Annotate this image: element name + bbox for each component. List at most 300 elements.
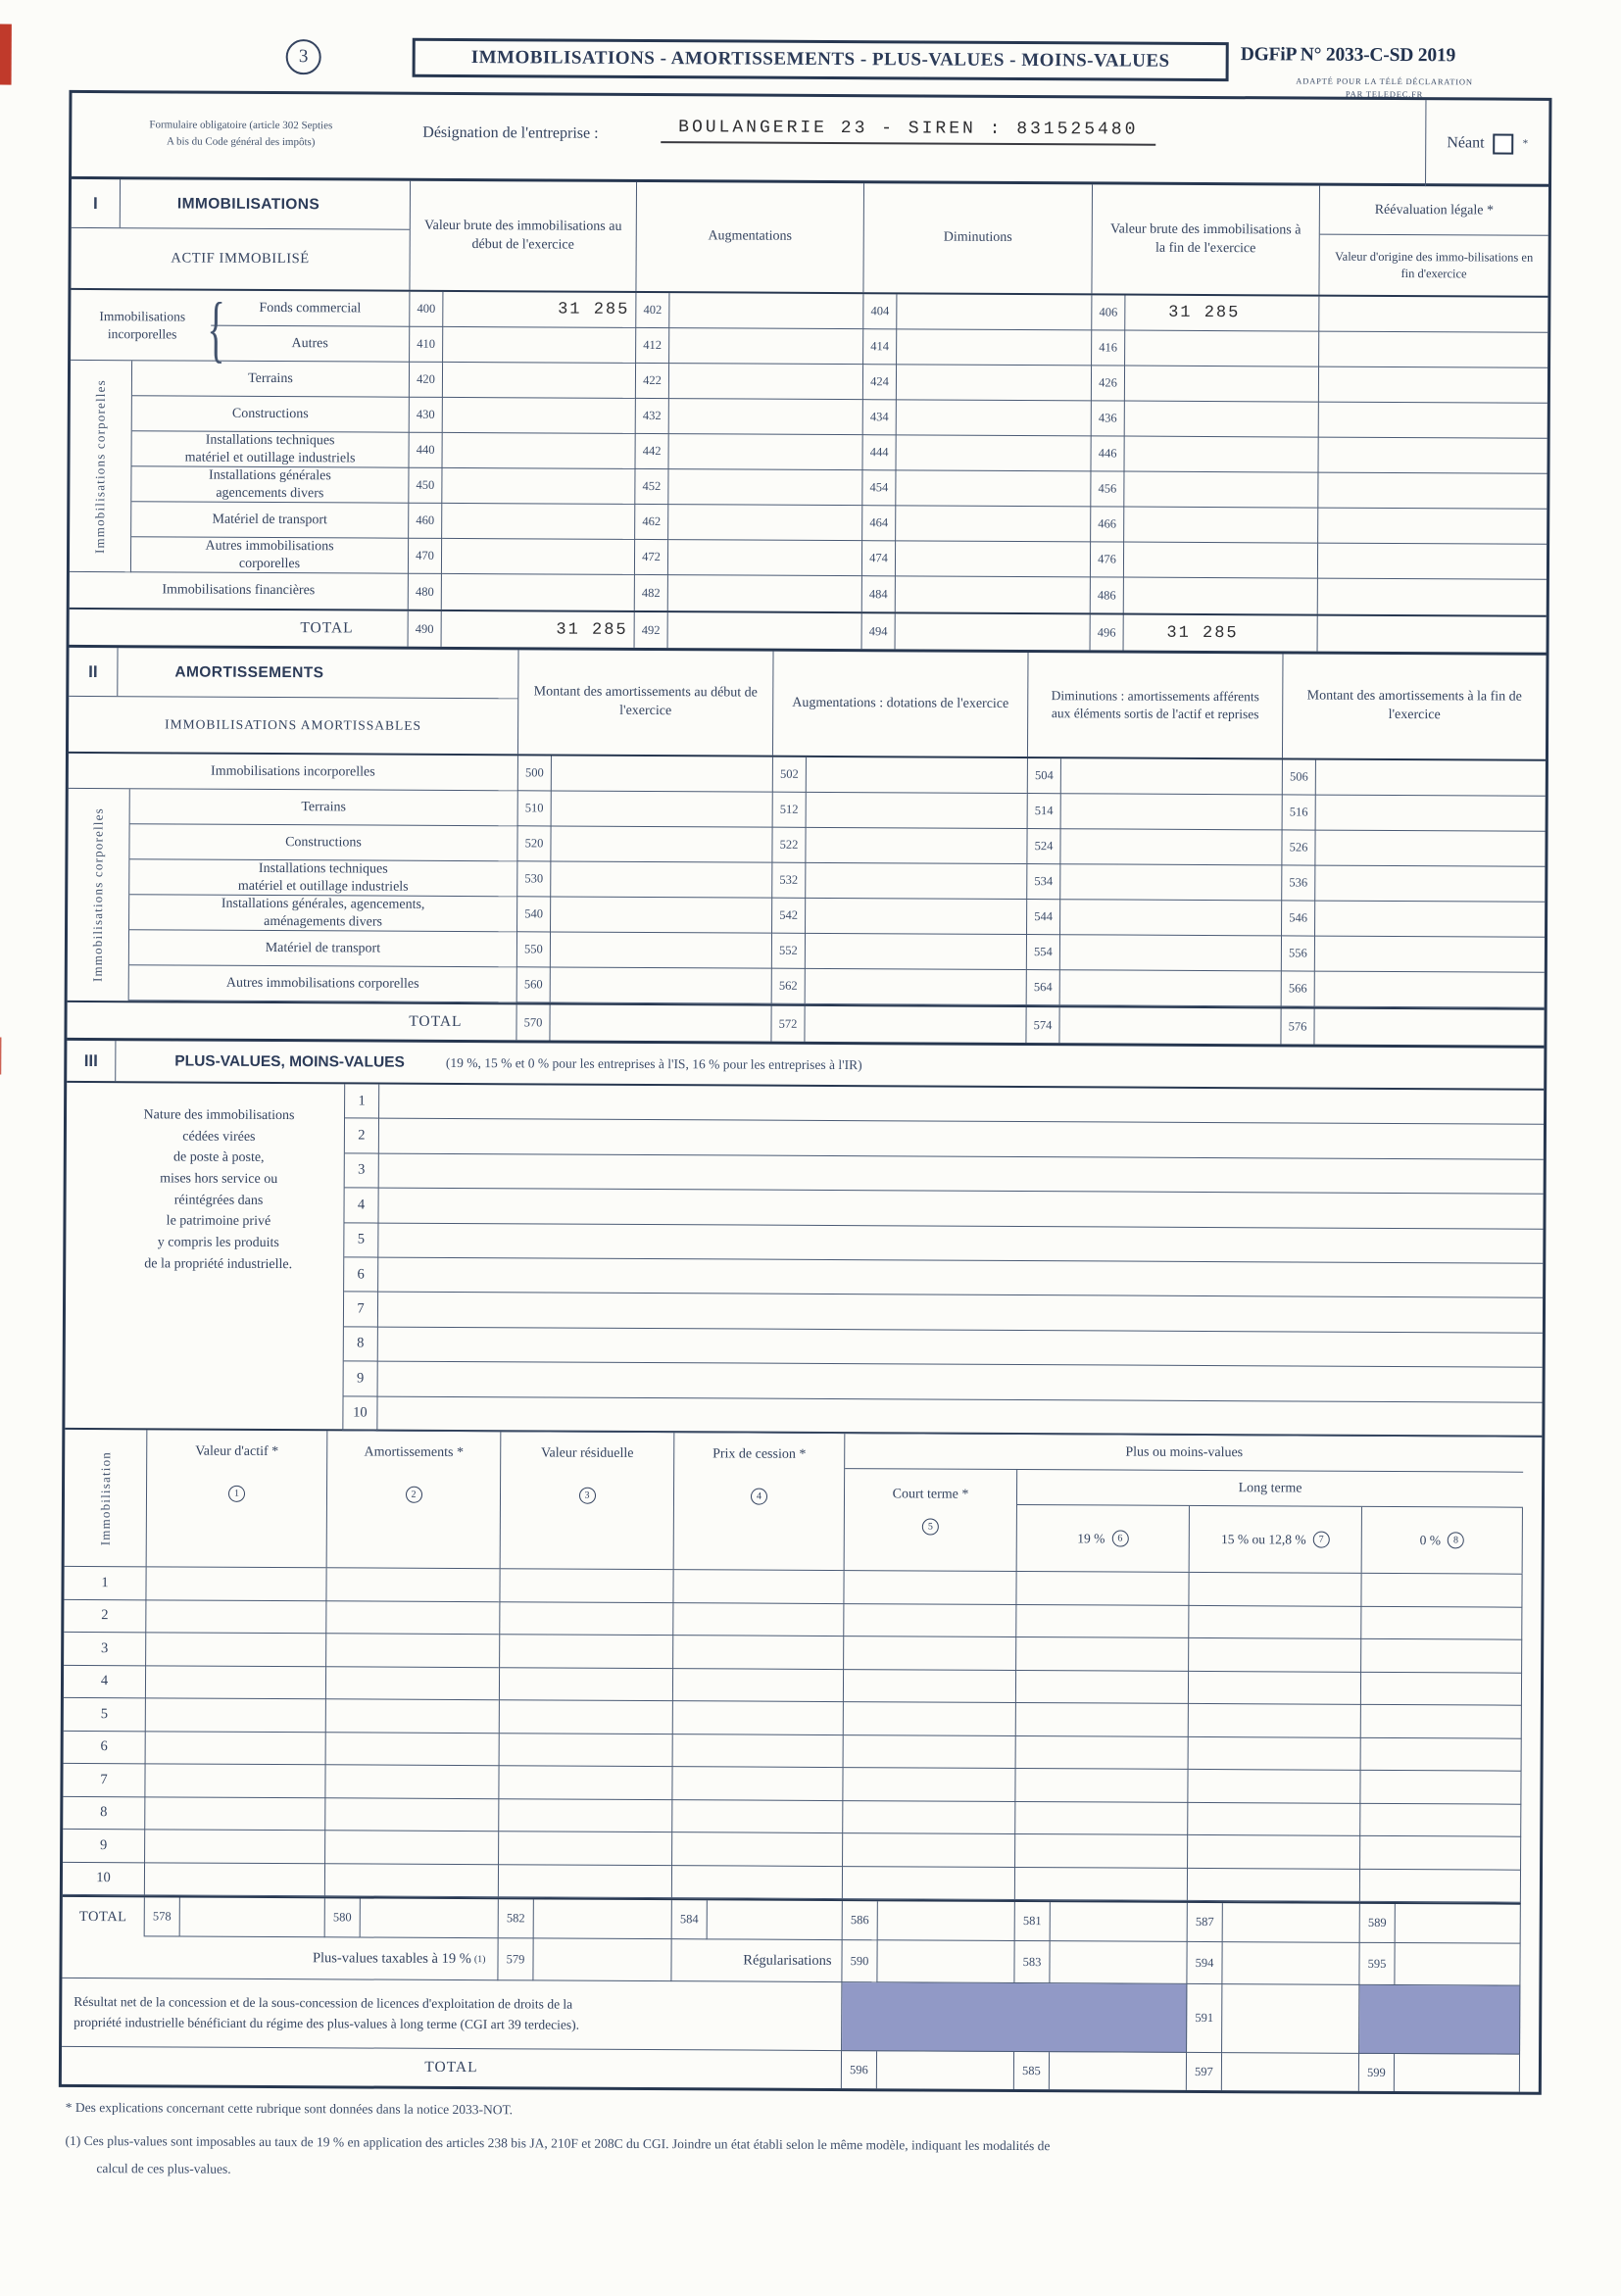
code-cell: 536 [1281,865,1315,901]
code-cell: 452 [634,469,668,505]
column-header: Montant des amortissements au début de l'exercice [517,650,773,755]
brace-glyph: { [207,287,225,370]
code-cell: 442 [634,434,668,469]
value-cell [1060,864,1281,901]
code-cell: 530 [516,861,551,897]
footnote-ref: (1) [473,1953,486,1965]
value-cell [1188,1868,1360,1901]
vertical-label: Immobilisation [97,1450,113,1545]
code-cell: 510 [517,791,552,826]
value-cell [1016,1637,1189,1671]
row-number: 3 [64,1633,146,1666]
section3-numeral: III [67,1041,116,1081]
value-cell [1361,1705,1522,1738]
neant-asterisk: * [1522,137,1529,150]
code-cell: 544 [1026,900,1060,935]
total-label: TOTAL [300,619,354,637]
form-body [59,90,1552,2095]
section3-note: (19 %, 15 % et 0 % pour les entreprises à l'IS, 16 % pour les entreprises à l'IR) [445,1054,862,1072]
code-cell: 446 [1090,436,1124,471]
code-cell: 484 [861,576,896,611]
circled-number: 7 [1313,1532,1330,1548]
row-label: Autres [211,326,409,363]
row-label: Terrains [132,361,409,397]
section3-title: PLUS-VALUES, MOINS-VALUES [174,1051,405,1071]
code-cell: 540 [516,897,551,932]
code-cell: 566 [1281,971,1315,1006]
value-cell [896,506,1090,542]
value-cell [145,1764,325,1797]
column-header [501,1432,675,1569]
value-cell [443,363,635,399]
value-cell [843,1867,1015,1900]
page-number-circle: 3 [286,39,321,74]
reevaluation-cell [1318,403,1547,439]
code-cell: 506 [1282,759,1316,795]
value-cell [1189,1573,1361,1606]
code-cell: 599 [1359,2054,1395,2091]
value-cell [669,328,862,365]
code-cell: 590 [842,1940,877,1982]
code-cell: 587 [1188,1903,1223,1942]
value-cell [672,1800,843,1833]
corporelles-rows [70,361,1547,580]
reevaluation-cell [1317,438,1547,474]
column-header-reevaluation [1318,186,1548,296]
section2-header [69,648,1547,761]
value-cell [669,364,862,400]
code-cell: 434 [862,400,897,435]
value-cell [896,541,1090,577]
section-plus-values-header [67,1038,1544,1091]
value-cell [1125,402,1318,438]
column-header [674,1433,846,1570]
code-cell: 402 [635,293,669,328]
code-cell: 420 [409,363,443,398]
value-cell [1015,1801,1188,1834]
column-header-label: Valeur d'actif * [195,1443,279,1460]
code-cell: 552 [771,934,806,969]
code-cell: 412 [635,328,669,364]
value-cell [1015,1769,1188,1802]
value-cell [552,756,772,792]
value-cell [844,1670,1016,1703]
code-cell: 524 [1026,829,1060,864]
column-header: Valeur brute des immobilisations au début de l'exercice [409,181,636,291]
teledec-note-line2: PAR TELEDEC.FR [1345,88,1424,100]
value-cell [500,1602,673,1636]
column-header [1017,1505,1190,1572]
value-cell [442,504,634,540]
row-label: Autres immobilisations corporelles [129,965,516,1002]
column-header: Montant des amortissements à la fin de l'exercice [1282,654,1547,758]
value-cell [1395,2054,1520,2092]
value-cell [1360,1771,1521,1804]
reevaluation-cell [1317,473,1547,510]
value-cell [551,861,771,898]
code-cell: 554 [1026,935,1060,970]
code-cell: 542 [771,899,806,934]
value-cell [1016,1735,1189,1769]
pv-table-header [65,1430,1524,1575]
value-cell [806,863,1026,900]
code-cell: 534 [1026,864,1060,900]
code-cell: 522 [771,828,806,863]
plus-values-table [62,1430,1523,2092]
value-cell [1060,829,1281,865]
scan-artifact [0,24,12,85]
value-cell [668,505,861,541]
shaded-cell [1359,1985,1520,2055]
row-number: 1 [64,1567,146,1600]
circled-number: 1 [228,1486,245,1502]
row-number: 10 [63,1862,145,1895]
value-cell [443,327,635,364]
value-cell: 31 285 [1166,623,1239,643]
reevaluation-cell [1317,544,1547,580]
group-band-corporelles [70,361,132,572]
taxables-row [62,1936,1520,1986]
circled-number: 5 [922,1518,939,1535]
value-cell [146,1567,326,1600]
row-label: Matériel de transport [131,502,408,538]
code-cell: 572 [770,1006,805,1042]
row-number: 1 [345,1084,379,1119]
resultat-net-row [62,1978,1520,2055]
column-header: Diminutions [862,183,1092,293]
row-label: Installations techniques matériel et outillage industriels [129,859,516,897]
value-cell [1222,1942,1359,1985]
value-cell [1361,1672,1522,1705]
value-cell [1223,1903,1360,1943]
value-cell [326,1601,500,1635]
code-cell: 406 [1091,295,1125,330]
value-cell [326,1733,500,1766]
section-amortissements [67,645,1546,1046]
pv-rows [63,1567,1523,1903]
column-header [1362,1507,1523,1574]
code-cell: 470 [408,539,442,574]
value-cell [534,1899,672,1939]
value-cell [1124,543,1317,579]
code-cell: 450 [408,468,442,504]
value-cell [1051,1902,1188,1942]
value-cell [326,1568,500,1601]
code-cell: 480 [408,574,442,610]
code-cell: 504 [1027,758,1061,794]
code-cell: 400 [409,292,443,327]
code-cell: 576 [1280,1008,1314,1044]
taxables-label [62,1936,498,1980]
neant-label: Néant [1447,134,1485,152]
value-cell [844,1604,1016,1637]
value-cell [1360,1869,1521,1902]
section1-numeral: I [72,179,121,227]
form-title: IMMOBILISATIONS - AMORTISSEMENTS - PLUS-VALUES - MOINS-VALUES [413,38,1229,81]
circled-number: 8 [1448,1532,1464,1548]
taxables-label-text: Plus-values taxables à 19 % [312,1949,471,1967]
group-band-corporelles [68,789,130,1001]
code-cell: 466 [1090,507,1124,542]
code-cell: 564 [1026,970,1060,1005]
value-cell [1315,866,1545,903]
value-cell [1189,1704,1361,1737]
column-header [1190,1506,1362,1573]
column-header: Réévaluation légale * [1320,186,1548,236]
neant-checkbox [1494,133,1514,154]
value-cell [1016,1670,1189,1703]
value-cell [1189,1736,1361,1770]
value-cell [1395,1943,1520,1986]
value-cell [1316,796,1546,832]
column-header: Diminutions : amortissements afférents aux éléments sortis de l'actif et reprises [1027,653,1283,757]
designation-value: BOULANGERIE 23 - SIREN : 831525480 [661,118,1155,146]
reevaluation-cell [1317,616,1547,653]
value-cell [1360,1803,1521,1836]
code-cell: 436 [1091,401,1125,436]
code-cell: 514 [1027,794,1061,829]
footnote-star: * Des explications concernant cette rubrique sont données dans la notice 2033-NOT. [65,2099,514,2118]
neant-cell [1425,100,1548,187]
row-number: 5 [344,1223,378,1258]
value-cell: 31 285 [1125,296,1318,332]
value-cell [897,365,1091,401]
value-cell [1124,578,1317,614]
footnote-1-line1: (1) Ces plus-values sont imposables au taux de 19 % en application des articles 238 bis JA, 210F et 208C du CGI. Joindre un état établi selon le même modèle, indiquant les modalités de [65,2132,1051,2154]
value-cell [500,1668,673,1701]
value-cell [668,540,861,576]
value-cell [844,1702,1016,1735]
value-cell [1125,366,1318,403]
value-cell [843,1801,1015,1834]
value-cell [1015,1834,1188,1868]
reevaluation-cell [1317,509,1547,545]
code-cell: 430 [409,398,443,433]
value-cell [843,1768,1015,1801]
row-label: Installations techniques matériel et outillage industriels [131,431,408,467]
column-header-label: Amortissements * [364,1444,465,1461]
value-cell [146,1633,326,1666]
reevaluation-cell [1318,367,1547,404]
code-cell: 432 [635,399,669,434]
code-cell: 422 [635,364,669,399]
total-label: TOTAL [62,2047,842,2088]
code-cell: 550 [516,932,551,967]
section2-numeral: II [69,648,118,696]
value-cell [673,1570,844,1603]
value-cell [806,828,1026,864]
value-cell [1315,902,1545,938]
code-cell: 486 [1090,577,1124,612]
value-cell [1061,758,1282,795]
value-cell [146,1666,326,1699]
row-number: 4 [344,1189,378,1224]
code-cell: 464 [861,506,896,541]
code-cell: 456 [1090,471,1124,507]
value-cell [1050,1941,1187,1984]
total-label: TOTAL [63,1897,145,1936]
value-cell [500,1569,673,1602]
code-cell: 492 [634,612,668,648]
value-cell [180,1898,325,1938]
resultat-net-label: Résultat net de la concession et de la sous-concession de licences d'exploitation de droits de la propriété industrielle bénéficiant du régime des plus-values à long terme (CGI art 39 terdecies). [62,1978,842,2051]
column-header [327,1431,502,1568]
code-cell: 440 [408,433,442,468]
reevaluation-cell [1318,332,1547,368]
value-cell [1188,1835,1360,1869]
code-cell: 585 [1014,2052,1050,2089]
nature-block [65,1083,1544,1438]
code-cell: 454 [861,470,896,506]
code-cell: 416 [1091,330,1125,366]
code-cell: 482 [634,575,668,611]
value-cell [1060,935,1281,971]
total-row [70,608,1547,653]
circled-number: 3 [578,1488,595,1504]
section1-header [71,179,1548,298]
row-number: 8 [344,1327,378,1362]
circled-number: 4 [751,1489,767,1505]
value-cell [1016,1604,1189,1637]
value-cell [1315,831,1545,867]
section-immobilisations [70,179,1548,653]
value-cell [1188,1770,1360,1803]
value-cell [550,1004,770,1041]
row-label: Installations générales, agencements, aménagements divers [129,895,516,932]
value-cell [896,470,1090,507]
value-cell [807,793,1027,829]
value-cell [897,294,1091,330]
value-cell [1314,1009,1544,1046]
mandatory-note: Formulaire obligatoire (article 302 Septies A bis du Code général des impôts) [149,119,333,148]
value-cell [668,469,861,506]
row-number: 6 [344,1257,378,1293]
value-cell [499,1766,672,1799]
value-cell [896,435,1090,471]
value-cell [1361,1639,1522,1673]
code-cell: 532 [771,863,806,899]
value-cell [1059,1007,1280,1044]
row-label: Immobilisations incorporelles [69,754,517,791]
column-header-label: Valeur résiduelle [540,1445,634,1461]
section2-title: AMORTISSEMENTS [174,662,324,681]
code-cell: 474 [861,541,896,576]
value-cell [708,1900,843,1940]
group-title: Plus ou moins-values [845,1434,1523,1473]
value-cell [1222,1984,1359,2054]
group-label-corporelles: Immobilisations corporelles [89,807,106,983]
value-cell: 31 285 [556,620,628,640]
value-cell [844,1735,1016,1769]
row-number: 9 [63,1830,145,1863]
value-cell [673,1669,844,1702]
value-cell [805,1006,1025,1043]
designation-band [72,93,1548,187]
code-cell: 560 [516,967,551,1002]
value-cell [552,791,772,827]
value-cell [145,1797,325,1831]
value-cell [551,897,771,933]
code-cell: 579 [498,1938,533,1980]
value-cell [1360,1836,1521,1870]
code-cell: 520 [516,826,551,861]
value-cell [500,1700,673,1734]
circled-number: 2 [405,1487,421,1503]
code-cell: 580 [325,1898,361,1937]
code-cell: 462 [634,505,668,540]
row-number: 9 [344,1362,378,1397]
value-cell [325,1831,499,1864]
value-cell [499,1865,672,1898]
value-cell [1315,937,1545,973]
code-cell: 516 [1282,795,1316,830]
value-cell [1050,2052,1187,2090]
value-cell [806,934,1026,970]
code-cell: 583 [1014,1941,1050,1983]
value-cell [442,468,634,505]
code-cell: 404 [862,294,897,329]
code-cell: 594 [1187,1942,1222,1984]
row-label: Constructions [132,396,409,432]
value-cell [1124,508,1317,544]
row-label: Terrains [130,789,517,826]
code-cell: 595 [1359,1943,1395,1985]
code-cell: 490 [408,611,442,647]
code-cell: 444 [861,435,896,470]
row-number: 5 [64,1698,146,1732]
footnote-1-line2: calcul de ces plus-values. [96,2161,231,2176]
value-cell [442,574,634,611]
value-cell: 31 285 [443,292,635,328]
value-cell [1396,1904,1521,1944]
plus-moins-values-group [845,1434,1524,1574]
value-cell [897,329,1091,366]
value-cell [146,1600,326,1634]
value-cell [361,1898,499,1938]
code-cell: 426 [1091,366,1125,401]
code-cell: 562 [771,969,806,1004]
value-cell [877,2051,1014,2089]
value-cell [672,1767,843,1800]
code-cell: 546 [1281,901,1315,936]
group-label-corporelles: Immobilisations corporelles [92,378,108,554]
code-cell: 586 [843,1901,878,1940]
row-number: 2 [345,1119,379,1154]
total-row [67,1001,1544,1046]
designation-label: Désignation de l'entreprise : [422,123,599,142]
value-cell [499,1799,672,1832]
value-cell [1060,900,1281,936]
value-cell [145,1863,325,1896]
value-cell [806,969,1026,1005]
row-number: 7 [63,1764,145,1797]
section1-title: IMMOBILISATIONS [176,194,320,213]
column-header-label: Prix de cession * [712,1446,807,1462]
value-cell [145,1830,325,1863]
value-cell [896,576,1090,612]
nature-rows [342,1084,1544,1437]
code-cell: 570 [516,1004,550,1040]
code-cell: 494 [861,613,896,649]
value-cell [668,612,861,649]
row-number: 7 [344,1293,378,1328]
reevaluation-cell [1318,297,1547,333]
corporelles-rows [68,789,1546,1008]
group-label-incorporelles: Immobilisations incorporelles [99,308,186,342]
value-cell [1125,331,1318,367]
value-cell [673,1734,844,1768]
value-cell [806,899,1026,935]
